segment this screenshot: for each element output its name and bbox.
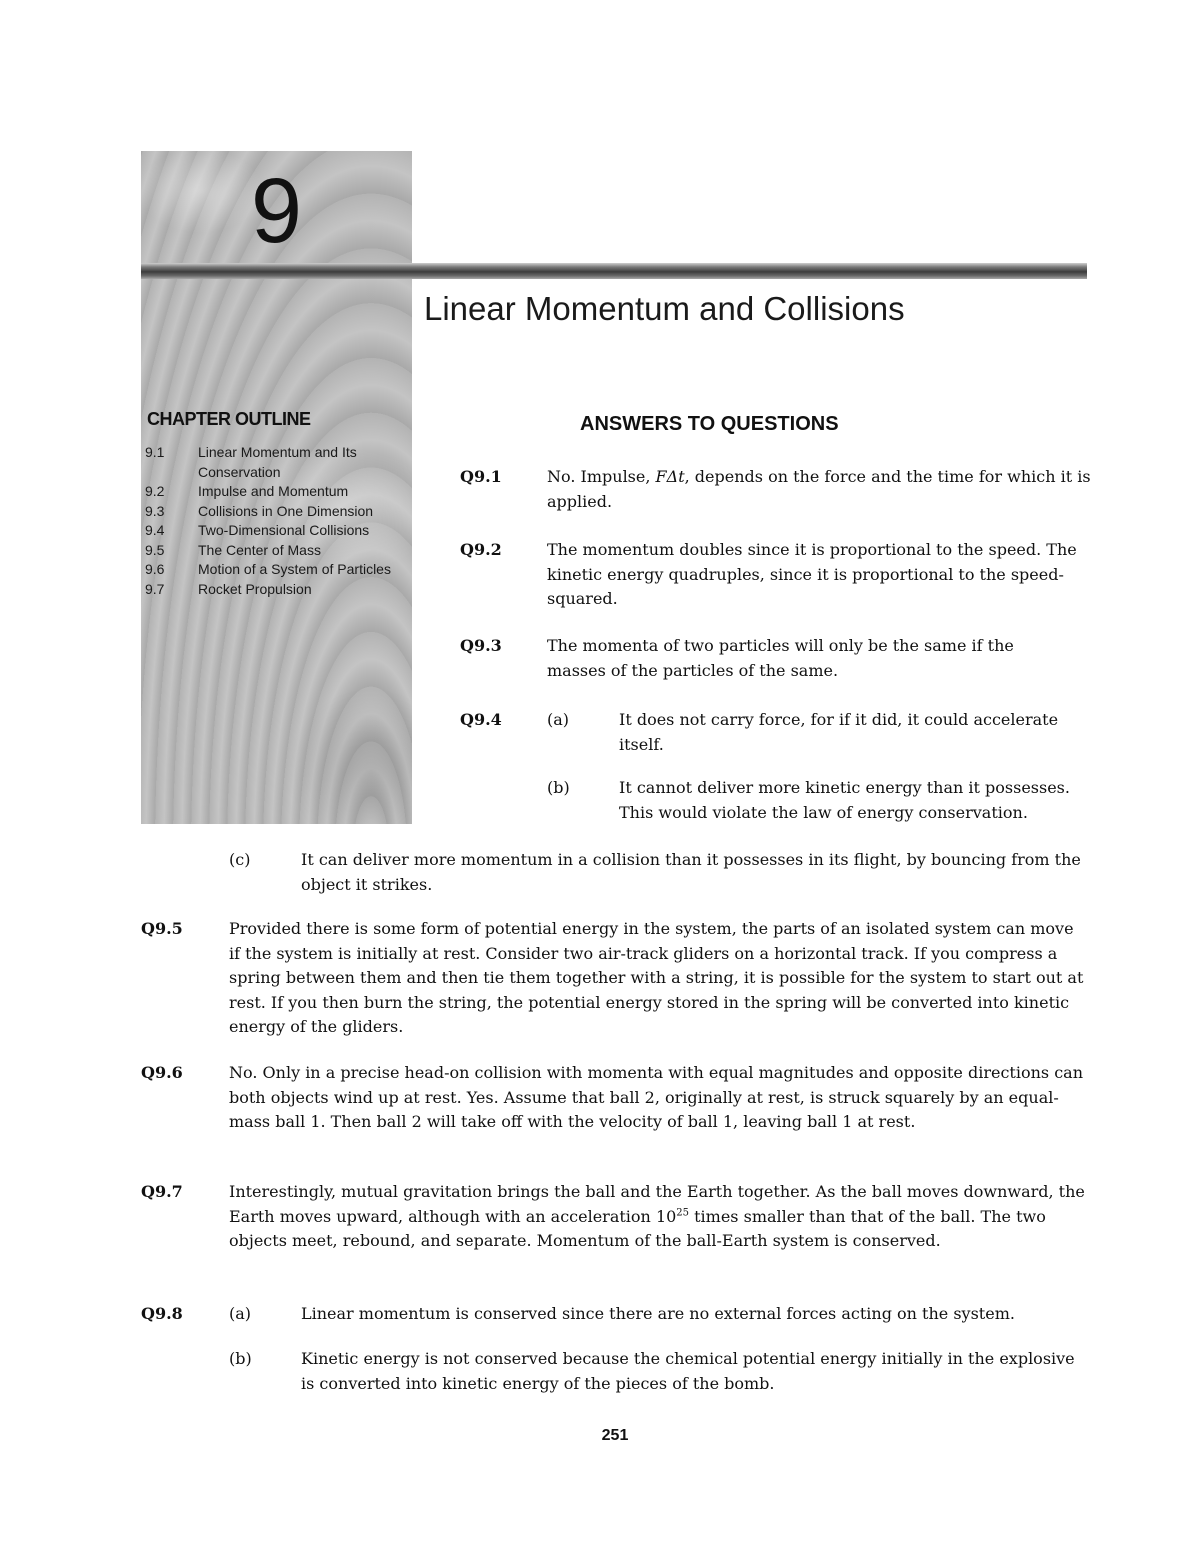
question-label: Q9.4 (460, 710, 502, 729)
outline-item (145, 502, 407, 522)
outline-item-number: 9.2 (145, 483, 165, 499)
question-label: Q9.6 (141, 1063, 183, 1082)
sub-answer-text: Linear momentum is conserved since there are no external forces acting on the system. (301, 1304, 1015, 1323)
sub-answer-label: (a) (547, 710, 570, 729)
question-answer: The momenta of two particles will only be the same if the masses of the particles of the same. (547, 636, 1014, 680)
chapter-header-rule (141, 263, 1087, 279)
sub-answer-text: It does not carry force, for if it did, it could accelerate itself. (619, 710, 1059, 754)
outline-item (145, 580, 407, 600)
outline-item (145, 482, 407, 502)
outline-item (145, 443, 407, 482)
question-answer: Interestingly, mutual gravitation brings the ball and the Earth together. As the ball moves downward, the Earth moves upward, although with an acceleration $10^{25}$ times smaller than that of the ball. The two objects meet, rebound, and separate. Momentum of the ball-Earth system is conserved. (229, 1182, 1085, 1250)
chapter-number: 9 (250, 160, 303, 262)
question-label: Q9.7 (141, 1182, 183, 1201)
outline-item (145, 541, 407, 561)
chapter-title: Linear Momentum and Collisions (424, 290, 905, 327)
question-label: Q9.5 (141, 919, 183, 938)
power-of-ten: $10^{25}$ (655, 1206, 690, 1226)
outline-item-title: Motion of a System of Particles (198, 561, 391, 577)
page-number: 251 (601, 1427, 629, 1444)
sub-answer-text: It cannot deliver more kinetic energy than it possesses. This would violate the law of energy conservation. (619, 778, 1070, 822)
question-answer: Provided there is some form of potential energy in the system, the parts of an isolated system can move if the system is initially at rest. Consider two air-track gliders on a horizontal track. If you compress a spring between them and then tie them together with a string, it is possible for the system to start out at rest. If you then burn the string, the potential energy stored in the spring will be converted into kinetic energy of the gliders. (229, 919, 1084, 1036)
question-label: Q9.1 (460, 467, 502, 486)
outline-item-title: The Center of Mass (198, 541, 321, 558)
outline-item-title: Impulse and Momentum (198, 483, 349, 499)
outline-item-number: 9.6 (145, 561, 165, 577)
chapter-sidebar (141, 151, 412, 824)
chapter-outline (145, 443, 407, 599)
outline-item-number: 9.3 (145, 502, 165, 519)
outline-item (145, 521, 407, 541)
question-label: Q9.2 (460, 540, 502, 559)
impulse-formula: FΔt (655, 467, 685, 486)
sub-answer-text: It can deliver more momentum in a collision than it possesses in its flight, by bouncing from the object it strikes. (301, 850, 1081, 894)
question-label: Q9.3 (460, 636, 502, 655)
question-answer: The momentum doubles since it is proportional to the speed. The kinetic energy quadruples, since it is proportional to the speed-squared. (547, 540, 1077, 608)
sub-answer-label: (b) (547, 778, 570, 797)
sub-answer-label: (b) (229, 1349, 252, 1368)
outline-item-title: Collisions in One Dimension (198, 502, 374, 519)
outline-item-number: 9.7 (145, 580, 165, 597)
outline-item-title: Linear Momentum and Its Conservation (198, 444, 357, 480)
sub-answer-text: Kinetic energy is not conserved because the chemical potential energy initially in the explosive is converted into kinetic energy of the pieces of the bomb. (301, 1349, 1075, 1393)
outline-item-title: Two-Dimensional Collisions (198, 522, 370, 538)
outline-item-number: 9.4 (145, 522, 165, 538)
outline-item-number: 9.1 (145, 444, 165, 460)
question-answer: No. Only in a precise head-on collision with momenta with equal magnitudes and opposite directions can both objects wind up at rest. Yes. Assume that ball 2, originally at rest, is struck squarely by an equal-mass ball 1. Then ball 2 will take off with the velocity of ball 1, leaving ball 1 at rest. (229, 1063, 1084, 1131)
question-label: Q9.8 (141, 1304, 183, 1323)
sub-answer-label: (a) (229, 1304, 252, 1323)
question-answer: No. Impulse, FΔt, depends on the force and the time for which it is applied. (547, 467, 1091, 511)
answers-heading: ANSWERS TO QUESTIONS (580, 413, 839, 435)
sub-answer-label: (c) (229, 850, 251, 869)
outline-item-number: 9.5 (145, 541, 165, 558)
outline-item-title: Rocket Propulsion (198, 580, 312, 597)
outline-heading: CHAPTER OUTLINE (147, 409, 311, 429)
outline-item (145, 560, 407, 580)
